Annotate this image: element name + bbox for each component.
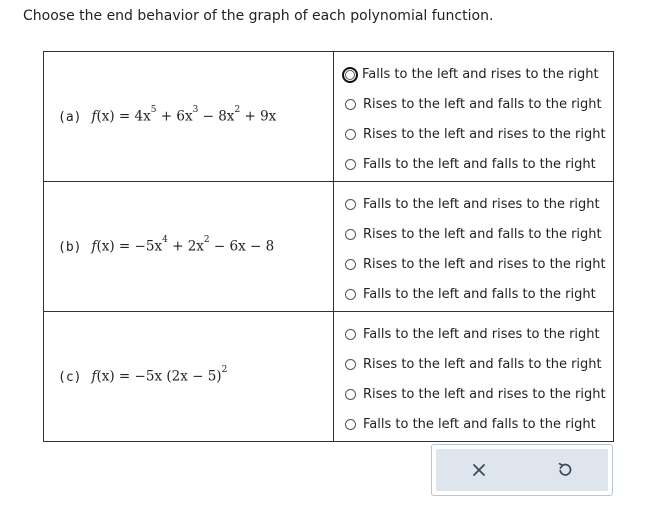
problem-row-a: [44, 52, 614, 182]
option-label: Falls to the left and falls to the right: [363, 157, 596, 172]
term: − 6x − 8: [209, 238, 275, 255]
option-b-falls-left-falls-right[interactable]: [334, 280, 613, 310]
radio-button[interactable]: [345, 99, 356, 110]
options-cell-c: [334, 312, 614, 442]
function-name: f: [91, 108, 97, 125]
option-a-falls-left-rises-right[interactable]: [334, 60, 613, 90]
exponent: 2: [203, 235, 210, 246]
instruction-text: Choose the end behavior of the graph of each polynomial function.: [23, 8, 494, 24]
option-a-rises-left-rises-right[interactable]: [334, 120, 613, 150]
function-arg: (x): [96, 238, 115, 255]
radio-button[interactable]: [345, 359, 356, 370]
options-cell-a: [334, 52, 614, 182]
radio-button[interactable]: [345, 129, 356, 140]
option-c-rises-left-rises-right[interactable]: [334, 380, 613, 410]
problem-row-c: [44, 312, 614, 442]
term: − 8x: [198, 108, 235, 125]
option-label: Falls to the left and rises to the right: [363, 327, 600, 342]
option-a-rises-left-falls-right[interactable]: [334, 90, 613, 120]
option-label: Rises to the left and falls to the right: [363, 357, 602, 372]
option-b-falls-left-rises-right[interactable]: [334, 190, 613, 220]
term: −5x: [134, 238, 163, 255]
options-cell-b: [334, 182, 614, 312]
radio-button[interactable]: [345, 229, 356, 240]
x-icon: [472, 463, 486, 477]
function-name: f: [91, 368, 97, 385]
term: −5x (2x − 5): [134, 368, 222, 385]
problem-label: (a): [58, 109, 82, 125]
exponent: 4: [162, 235, 168, 246]
clear-button[interactable]: [459, 450, 499, 490]
equation-cell-a: [44, 52, 334, 182]
option-label: Falls to the left and rises to the right: [362, 67, 599, 82]
option-b-rises-left-rises-right[interactable]: [334, 250, 613, 280]
option-label: Rises to the left and rises to the right: [363, 257, 606, 272]
radio-button[interactable]: [345, 419, 356, 430]
option-a-falls-left-falls-right[interactable]: [334, 150, 613, 180]
radio-button[interactable]: [342, 67, 358, 83]
option-label: Falls to the left and falls to the right: [363, 417, 596, 432]
radio-button[interactable]: [345, 159, 356, 170]
term: 4x: [134, 108, 151, 125]
option-c-rises-left-falls-right[interactable]: [334, 350, 613, 380]
equation-b: [58, 235, 333, 255]
option-label: Falls to the left and falls to the right: [363, 287, 596, 302]
equals-sign: =: [114, 108, 135, 125]
problem-row-b: [44, 182, 614, 312]
answer-action-bar: [431, 444, 613, 496]
option-label: Rises to the left and rises to the right: [363, 387, 606, 402]
equation-a: [58, 105, 333, 125]
function-arg: (x): [96, 108, 115, 125]
exponent: 2: [234, 105, 241, 116]
option-c-falls-left-rises-right[interactable]: [334, 320, 613, 350]
undo-icon: [557, 462, 573, 478]
option-c-falls-left-falls-right[interactable]: [334, 410, 613, 440]
problem-label: (c): [58, 369, 82, 385]
exponent: 5: [150, 105, 157, 116]
undo-button[interactable]: [545, 450, 585, 490]
option-label: Rises to the left and rises to the right: [363, 127, 606, 142]
option-label: Rises to the left and falls to the right: [363, 97, 602, 112]
term: + 2x: [167, 238, 204, 255]
term: + 9x: [240, 108, 277, 125]
radio-button[interactable]: [345, 389, 356, 400]
function-arg: (x): [96, 368, 115, 385]
exponent: 2: [221, 365, 228, 376]
option-label: Falls to the left and rises to the right: [363, 197, 600, 212]
equals-sign: =: [114, 368, 135, 385]
equation-cell-c: [44, 312, 334, 442]
question-grid: [43, 51, 614, 442]
equation-c: [58, 365, 333, 385]
term: + 6x: [156, 108, 193, 125]
exponent: 3: [192, 105, 199, 116]
radio-button[interactable]: [345, 329, 356, 340]
function-name: f: [91, 238, 97, 255]
radio-button[interactable]: [345, 199, 356, 210]
radio-button[interactable]: [345, 289, 356, 300]
radio-button[interactable]: [345, 259, 356, 270]
equals-sign: =: [114, 238, 135, 255]
problem-label: (b): [58, 239, 82, 255]
equation-cell-b: [44, 182, 334, 312]
option-b-rises-left-falls-right[interactable]: [334, 220, 613, 250]
option-label: Rises to the left and falls to the right: [363, 227, 602, 242]
